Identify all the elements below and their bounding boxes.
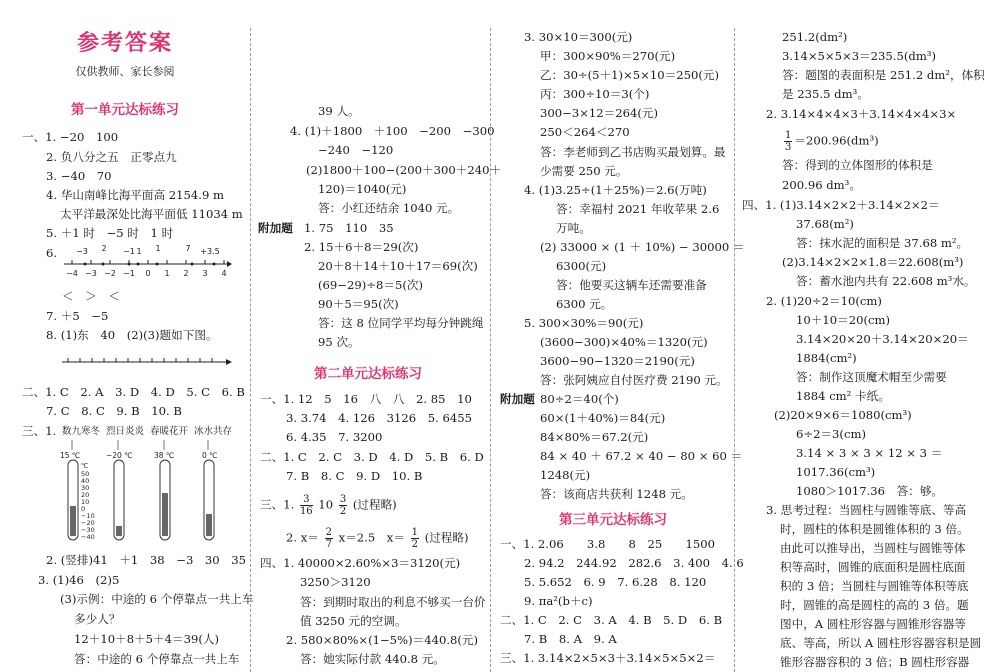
answer-line: 37.68(m²) bbox=[796, 217, 854, 231]
answer-line: (3600−300)×40%＝1320(元) bbox=[540, 335, 708, 349]
numerator: 1 bbox=[411, 527, 418, 538]
answer-line: 10＋10＝20(cm) bbox=[796, 313, 890, 327]
answer-line: 一、1. 2.06 3.8 8 25 1500 bbox=[500, 537, 715, 551]
answer-line: 是 235.5 dm³。 bbox=[782, 87, 869, 101]
answer-line: 图中，A 圆柱形容器与圆锥形容器等 bbox=[780, 617, 966, 631]
nl-tick-label: −2 bbox=[104, 269, 116, 278]
answer-line: 6. bbox=[46, 246, 58, 260]
therm-value-label: 15 ℃ bbox=[60, 451, 81, 460]
answer-line: 答：得到的立体图形的体积是 bbox=[782, 158, 933, 172]
line-prefix: 三、1. bbox=[260, 497, 295, 512]
bonus-tag: 附加题 bbox=[258, 221, 293, 235]
answer-line: 1884 cm² 卡纸。 bbox=[796, 389, 890, 403]
nl-top-label: 1 bbox=[155, 244, 161, 253]
answer-line: 3. −40 70 bbox=[46, 169, 112, 183]
answer-line: 时，圆锥的高是圆柱的高的 3 倍。题 bbox=[780, 598, 969, 612]
answer-line: 二、1. C 2. C 3. D 4. D 5. B 6. D bbox=[260, 450, 484, 464]
answer-line: 5. ＋1 时 −5 时 1 时 bbox=[46, 226, 174, 240]
fraction bbox=[784, 130, 792, 153]
answer-line: 四、1. 40000×2.60%×3＝3120(元) bbox=[260, 556, 461, 570]
nl-top-label: 7 bbox=[185, 244, 191, 253]
therm-scale: −20 bbox=[81, 519, 95, 527]
nl-tick-label: 1 bbox=[164, 269, 170, 278]
answer-line: 甲：300×90%＝270(元) bbox=[540, 49, 676, 63]
numerator: 3 bbox=[339, 494, 347, 505]
answer-line: 90＋5＝95(次) bbox=[318, 297, 399, 311]
answer-line: 万吨。 bbox=[556, 221, 591, 235]
match-item: 数九寒冬 bbox=[62, 426, 101, 437]
nl-top-label: 1 bbox=[136, 247, 142, 256]
answer-line: 60×(1＋40%)＝84(元) bbox=[540, 411, 666, 425]
answer-line bbox=[286, 527, 469, 550]
answer-line: 3.14×20×20＋3.14×20×20＝ bbox=[796, 332, 969, 346]
column-3 bbox=[494, 0, 745, 672]
answer-line: 太平洋最深处比海平面低 11034 m bbox=[60, 207, 243, 221]
answer-line: 二、1. C 2. A 3. D 4. D 5. C 6. B bbox=[22, 385, 245, 399]
answer-line: 底、等高，所以 A 圆柱形容器容积是圆 bbox=[780, 636, 982, 650]
fraction bbox=[411, 527, 419, 550]
answer-line: 200.96 dm³。 bbox=[782, 178, 861, 192]
answer-line: 7. B 8. C 9. D 10. B bbox=[286, 469, 423, 483]
column-1 bbox=[0, 0, 254, 672]
section-heading-unit-3: 第三单元达标练习 bbox=[559, 512, 667, 528]
column-2 bbox=[252, 0, 502, 672]
answer-line: 2. 负八分之五 正零点九 bbox=[46, 150, 177, 164]
therm-scale: −40 bbox=[81, 533, 95, 541]
therm-scale: 10 bbox=[81, 498, 90, 506]
answer-line: 三、1. bbox=[22, 424, 57, 438]
answer-line: 答：幸福村 2021 年收苹果 2.6 bbox=[556, 202, 720, 216]
scale-line-figure bbox=[60, 350, 235, 370]
section-heading-unit-1: 第一单元达标练习 bbox=[71, 102, 179, 118]
denominator: 7 bbox=[325, 539, 332, 550]
answer-line: (2)1800＋100−(200＋300＋240＋ bbox=[306, 163, 502, 177]
page-title: 参考答案 bbox=[76, 31, 173, 56]
answer-line: 3. (1)46 (2)5 bbox=[38, 573, 120, 587]
answer-line: ＜ ＞ ＜ bbox=[62, 289, 120, 303]
therm-scale: 0 bbox=[81, 505, 86, 513]
answer-line: 6300(元) bbox=[556, 259, 607, 273]
answer-line: 2. 15＋6＋8＝29(次) bbox=[304, 240, 419, 254]
answer-line: 四、1. (1)3.14×2×2＋3.14×2×2＝ bbox=[742, 198, 940, 212]
nl-tick-label: 0 bbox=[145, 269, 151, 278]
denominator: 2 bbox=[339, 506, 347, 517]
line-note: (过程略) bbox=[352, 497, 397, 512]
answer-line: 锥形容器容积的 3 倍；B 圆柱形容器 bbox=[780, 655, 970, 669]
nl-top-label: 2 bbox=[101, 244, 107, 253]
answer-line: 3. 思考过程：当圆柱与圆锥等底、等高 bbox=[766, 503, 967, 517]
answer-line: 答：这 8 位同学平均每分钟跳绳 bbox=[318, 316, 484, 330]
answer-line: 由此可以推导出，当圆柱与圆锥等体 bbox=[780, 541, 966, 555]
answer-line: 答：抹水泥的面积是 37.68 m²。 bbox=[796, 236, 969, 250]
column-divider bbox=[250, 28, 251, 672]
answer-line: 积等高时，圆锥的底面积是圆柱底面 bbox=[780, 560, 966, 574]
answer-line: 答：李老师到乙书店购买最划算。最 bbox=[540, 145, 726, 159]
numerator: 1 bbox=[785, 130, 792, 141]
fraction bbox=[339, 494, 347, 517]
answer-line: 答：题图的表面积是 251.2 dm²，体积 bbox=[782, 68, 985, 82]
answer-line: 12＋10＋8＋5＋4＝39(人) bbox=[74, 632, 219, 646]
therm-scale: 40 bbox=[81, 477, 90, 485]
nl-tick-label: 2 bbox=[183, 269, 189, 278]
numerator: 3 bbox=[300, 494, 313, 506]
answer-line: 1884(cm²) bbox=[796, 351, 857, 365]
answer-line: 250＜264＜270 bbox=[540, 125, 630, 139]
answer-line: 答：中途的 6 个停靠点一共上车 bbox=[74, 652, 240, 666]
answer-line: 1017.36(cm³) bbox=[796, 465, 876, 479]
answer-line: 95 次。 bbox=[318, 335, 360, 349]
answer-line: 一、1. −20 100 bbox=[22, 130, 119, 144]
answer-line: 3250＞3120 bbox=[300, 575, 371, 589]
answer-value: x＝2.5 x＝ bbox=[338, 530, 405, 545]
thermometer-figure bbox=[58, 438, 238, 546]
answer-line: (69−29)÷8＝5(次) bbox=[318, 278, 423, 292]
therm-scale: 30 bbox=[81, 484, 90, 492]
nl-tick-label: −1 bbox=[123, 269, 135, 278]
answer-line: 6300 元。 bbox=[556, 297, 613, 311]
answer-line: 5. 5.652 6. 9 7. 6.28 8. 120 bbox=[524, 575, 707, 589]
answer-line: 6÷2＝3(cm) bbox=[796, 427, 866, 441]
answer-line: 1248(元) bbox=[540, 468, 591, 482]
line-prefix: 2. x＝ bbox=[286, 530, 319, 545]
column-4 bbox=[734, 0, 985, 672]
answer-line: (2)20×9×6＝1080(cm³) bbox=[774, 408, 912, 422]
therm-scale: 20 bbox=[81, 491, 90, 499]
match-item: 春暖花开 bbox=[150, 426, 189, 437]
answer-line: 答：到期时取出的利息不够买一台价 bbox=[300, 595, 486, 609]
therm-scale: −10 bbox=[81, 512, 95, 520]
therm-value-label: −20 ℃ bbox=[106, 451, 133, 460]
page-subtitle: 仅供教师、家长参阅 bbox=[75, 65, 175, 78]
section-heading-unit-2: 第二单元达标练习 bbox=[314, 366, 422, 382]
number-line-figure bbox=[62, 243, 232, 283]
answer-line: 2. 3.14×4×4×3＋3.14×4×4×3× bbox=[766, 107, 957, 121]
therm-scale: 50 bbox=[81, 470, 90, 478]
answer-line: 答：蓄水池内共有 22.608 m³水。 bbox=[796, 274, 976, 288]
nl-tick-label: 3 bbox=[202, 269, 208, 278]
answer-line: 少需要 250 元。 bbox=[540, 164, 628, 178]
denominator: 2 bbox=[411, 539, 418, 550]
answer-line: 80÷2＝40(个) bbox=[540, 392, 619, 406]
answer-line: 时，圆柱的体积是圆锥体积的 3 倍。 bbox=[780, 522, 969, 536]
answer-line: (2)3.14×2×2×1.8＝22.608(m³) bbox=[782, 255, 964, 269]
answer-line: 乙：30÷(5＋1)×5×10＝250(元) bbox=[540, 68, 719, 82]
match-item: 冰水共存 bbox=[194, 426, 233, 437]
answer-line: 7. C 8. C 9. B 10. B bbox=[46, 404, 182, 418]
answer-line: 3. 3.74 4. 126 3126 5. 6455 bbox=[286, 411, 472, 425]
nl-top-label: +3.5 bbox=[200, 247, 220, 256]
answer-line: 7. B 8. A 9. A bbox=[524, 632, 617, 646]
answer-line: 答：该商店共获利 1248 元。 bbox=[540, 487, 693, 501]
therm-scale: ℃ bbox=[81, 462, 89, 470]
answer-line: 三、1. 3.14×2×5×3＋3.14×5×5×2＝ bbox=[500, 651, 716, 665]
answer-value: ＝200.96(dm³) bbox=[794, 133, 879, 148]
answer-line: 丙：300÷10＝3(个) bbox=[540, 87, 650, 101]
fraction bbox=[325, 527, 333, 550]
answer-line: 6. 4.35 7. 3200 bbox=[286, 430, 383, 444]
answer-line: 5. 300×30%＝90(元) bbox=[524, 316, 644, 330]
answer-line bbox=[782, 130, 879, 153]
answer-line: 20＋8＋14＋10＋17＝69(次) bbox=[318, 259, 478, 273]
answer-line: 300−3×12＝264(元) bbox=[540, 106, 659, 120]
answer-line: 120)＝1040(元) bbox=[318, 182, 407, 196]
therm-value-label: 0 ℃ bbox=[202, 451, 218, 460]
bonus-tag: 附加题 bbox=[500, 392, 535, 406]
answer-line: 2. (竖排)41 ＋1 38 −3 30 35 bbox=[46, 553, 247, 567]
therm-scale: −30 bbox=[81, 526, 95, 534]
answer-line: 多少人？ bbox=[74, 612, 121, 626]
answer-line: 1. 75 110 35 bbox=[304, 221, 394, 235]
answer-line: 7. ＋5 −5 bbox=[46, 309, 109, 323]
nl-tick-label: −3 bbox=[85, 269, 97, 278]
nl-tick-label: 4 bbox=[221, 269, 227, 278]
fraction bbox=[300, 494, 313, 517]
answer-line: 9. πa²(b＋c) bbox=[524, 594, 593, 608]
line-note: (过程略) bbox=[424, 530, 469, 545]
answer-line: 值 3250 元的空调。 bbox=[300, 614, 407, 628]
answer-line: 2. 94.2 244.92 282.6 3. 400 4. 6 bbox=[524, 556, 744, 570]
nl-tick-label: −4 bbox=[66, 269, 78, 278]
answer-line: 4. (1)＋1800 ＋100 −200 −300 bbox=[290, 124, 495, 138]
match-item: 烈日炎炎 bbox=[106, 426, 145, 437]
nl-top-label: −3 bbox=[76, 247, 88, 256]
answer-value: 10 bbox=[318, 497, 334, 512]
answer-line: 答：小红还结余 1040 元。 bbox=[318, 201, 460, 215]
column-divider bbox=[490, 28, 491, 672]
answer-line: 8. (1)东 40 (2)(3)题如下图。 bbox=[46, 328, 218, 342]
answer-line bbox=[260, 494, 397, 517]
answer-line: 答：她实际付款 440.8 元。 bbox=[300, 652, 445, 666]
answer-line: (3)示例：中途的 6 个停靠点一共上车 bbox=[60, 592, 254, 606]
answer-line: 答：制作这顶魔术帽至少需要 bbox=[796, 370, 947, 384]
answer-line: −240 −120 bbox=[318, 143, 394, 157]
answer-line: 3. 30×10＝300(元) bbox=[524, 30, 633, 44]
answer-line: 答：他要买这辆车还需要准备 bbox=[556, 278, 707, 292]
answer-line: 251.2(dm²) bbox=[782, 30, 848, 44]
answer-line: 3600−90−1320＝2190(元) bbox=[540, 354, 695, 368]
nl-top-label: −1 bbox=[123, 247, 135, 256]
answer-line: 39 人。 bbox=[318, 104, 360, 118]
answer-line: 3.14×5×5×3＝235.5(dm³) bbox=[782, 49, 936, 63]
denominator: 16 bbox=[299, 506, 313, 517]
denominator: 3 bbox=[785, 142, 792, 153]
answer-line: 一、1. 12 5 16 八 八 2. 85 10 bbox=[260, 392, 472, 406]
answer-line: 二、1. C 2. C 3. A 4. B 5. D 6. B bbox=[500, 613, 723, 627]
answer-line: 1080＞1017.36 答：够。 bbox=[796, 484, 944, 498]
answer-line: (2) 33000 × (1 ＋ 10%) − 30000 ＝ bbox=[540, 240, 745, 254]
numerator: 2 bbox=[325, 527, 332, 538]
answer-line: 84 × 40 ＋ 67.2 × 40 − 80 × 60 ＝ bbox=[540, 449, 743, 463]
answer-line: 3.14 × 3 × 3 × 12 × 3 ＝ bbox=[796, 446, 943, 460]
answer-line: 2. 580×80%×(1−5%)＝440.8(元) bbox=[286, 633, 479, 647]
answer-line: 积的 3 倍；当圆柱与圆锥等体积等底 bbox=[780, 579, 969, 593]
answer-line: 4. (1)3.25÷(1＋25%)＝2.6(万吨) bbox=[524, 183, 707, 197]
answer-line: 84×80%＝67.2(元) bbox=[540, 430, 649, 444]
answer-line: 4. 华山南峰比海平面高 2154.9 m bbox=[46, 188, 225, 202]
therm-value-label: 38 ℃ bbox=[154, 451, 175, 460]
answer-line: 答：张阿姨应自付医疗费 2190 元。 bbox=[540, 373, 728, 387]
answer-line: 2. (1)20÷2＝10(cm) bbox=[766, 294, 882, 308]
